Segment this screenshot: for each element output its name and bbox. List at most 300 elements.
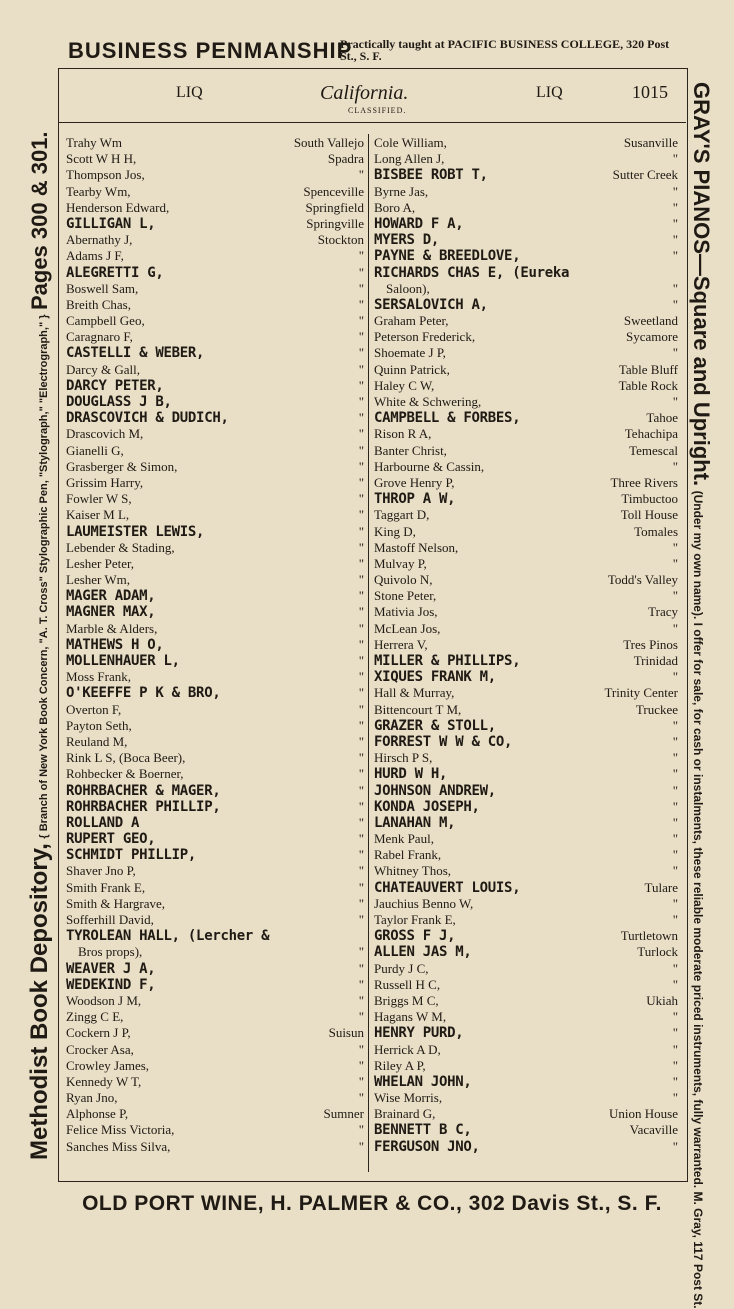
directory-entry — [66, 265, 364, 281]
directory-entry — [374, 1058, 678, 1074]
entry-name: MAGNER MAX, — [66, 604, 156, 621]
entry-place: " — [358, 313, 364, 329]
entry-name: Brainard G, — [374, 1106, 436, 1122]
directory-entry — [66, 1106, 364, 1122]
entry-name: HURD W H, — [374, 766, 448, 783]
entry-name: O'KEEFFE P K & BRO, — [66, 685, 221, 702]
directory-entry — [374, 345, 678, 361]
entry-name: Alphonse P, — [66, 1106, 129, 1122]
entry-name: Wise Morris, — [374, 1090, 443, 1106]
entry-place: " — [358, 782, 364, 798]
directory-entry — [374, 1009, 678, 1025]
entry-name: Crocker Asa, — [66, 1041, 134, 1057]
entry-name: Banter Christ, — [374, 442, 447, 458]
entry-name: TYROLEAN HALL, (Lercher & — [66, 928, 270, 945]
directory-entry — [374, 394, 678, 410]
entry-name: Stone Peter, — [374, 588, 437, 604]
entry-place: Temescal — [629, 442, 678, 458]
entry-place: " — [672, 669, 678, 685]
entry-name: Herrick A D, — [374, 1041, 441, 1057]
entry-place: " — [672, 458, 678, 474]
entry-place: Turtletown — [620, 928, 678, 944]
entry-place: Timbuctoo — [621, 491, 678, 507]
entry-name: FERGUSON JNO, — [374, 1138, 480, 1155]
directory-entry — [374, 783, 678, 799]
entry-name: Moss Frank, — [66, 669, 132, 685]
entry-name: Overton F, — [66, 701, 122, 717]
directory-entry — [374, 815, 678, 831]
entry-name: Shaver Jno P, — [66, 863, 136, 879]
entry-place: Sumner — [323, 1106, 364, 1122]
entry-name: HOWARD F A, — [374, 215, 464, 232]
page-number: 1015 — [632, 82, 668, 102]
entry-place: " — [672, 248, 678, 264]
entry-name: DOUGLASS J B, — [66, 394, 172, 410]
directory-entry — [374, 1106, 678, 1122]
entry-name: BISBEE ROBT T, — [374, 167, 488, 184]
entry-name: Smith & Hargrave, — [66, 895, 166, 911]
entry-place: " — [358, 523, 364, 539]
top-ad-title: BUSINESS PENMANSHIP — [68, 38, 353, 63]
entry-place: Tulare — [644, 879, 678, 895]
entry-place: Susanville — [623, 135, 678, 150]
entry-name: Zingg C E, — [66, 1009, 124, 1025]
entry-name: Haley C W, — [374, 377, 435, 393]
entry-name: Kaiser M L, — [66, 507, 130, 523]
entry-name: GILLIGAN L, — [66, 215, 156, 232]
directory-entry — [66, 831, 364, 847]
directory-entry — [374, 1090, 678, 1106]
entry-place: " — [672, 976, 678, 992]
directory-entry — [374, 863, 678, 879]
entry-place: " — [672, 782, 678, 798]
entry-place: Todd's Valley — [607, 572, 678, 588]
directory-entry — [66, 766, 364, 782]
entry-name: FORREST W W & CO, — [374, 733, 513, 750]
entry-place: Trinity Center — [604, 685, 678, 701]
directory-entry — [374, 329, 678, 345]
right-margin-note: (Under my own name). I offer for sale, for cash or instalments, these reliable moderate priced instruments, fully warranted. M. Gray, 117 Post St. — [691, 490, 705, 1309]
entry-place: " — [358, 653, 364, 668]
entry-place: " — [358, 410, 364, 426]
entry-place: " — [358, 394, 364, 409]
entry-place: " — [358, 798, 364, 814]
entry-name: DARCY PETER, — [66, 377, 164, 394]
entry-name: Rison R A, — [374, 426, 432, 442]
entry-place: " — [672, 1057, 678, 1073]
right-margin-title: GRAY'S PIANOS—Square and Upright. — [689, 82, 714, 487]
directory-entry — [374, 491, 678, 507]
entry-place: " — [358, 733, 364, 749]
directory-entry — [66, 604, 364, 620]
directory-entry — [66, 200, 364, 216]
entry-place: Toll House — [620, 507, 678, 523]
entry-place: " — [358, 555, 364, 571]
entry-name: Tearby Wm, — [66, 183, 131, 199]
entry-place: " — [358, 620, 364, 636]
entry-place: " — [358, 895, 364, 911]
entry-name: ROLLAND A — [66, 814, 140, 831]
entry-place: " — [672, 394, 678, 409]
directory-entry — [66, 637, 364, 653]
entry-place: " — [672, 280, 678, 296]
entry-name: Hall & Murray, — [374, 685, 455, 701]
entry-name: PAYNE & BREEDLOVE, — [374, 248, 521, 265]
entry-place: Suisun — [328, 1025, 364, 1041]
left-margin-note: { Branch of New York Book Concern, "A. T. Cross" Stylographic Pen, "Stylograph," "Electrograph," } — [38, 314, 50, 839]
directory-entry — [66, 961, 364, 977]
directory-entry — [374, 151, 678, 167]
entry-name: ALEGRETTI G, — [66, 264, 164, 281]
directory-entry — [374, 426, 678, 442]
entry-place: " — [358, 701, 364, 717]
entry-name: Mastoff Nelson, — [374, 539, 459, 555]
entry-place: " — [358, 361, 364, 377]
directory-entry — [374, 1122, 678, 1138]
entry-place: Table Rock — [618, 377, 678, 393]
entry-place: " — [672, 912, 678, 927]
directory-entry — [66, 556, 364, 572]
directory-entry — [66, 524, 364, 540]
entry-place: Spenceville — [303, 183, 364, 199]
entry-place: " — [358, 685, 364, 701]
directory-entry — [66, 718, 364, 734]
entry-place: " — [672, 151, 678, 167]
directory-entry — [374, 281, 678, 297]
entry-name: Lesher Peter, — [66, 555, 135, 571]
entry-place: " — [672, 345, 678, 361]
entry-place: " — [358, 474, 364, 490]
entry-place: " — [358, 458, 364, 474]
entry-place: " — [672, 1090, 678, 1106]
entry-place: " — [672, 620, 678, 636]
entry-name: Taylor Frank E, — [374, 912, 456, 927]
entry-name: XIQUES FRANK M, — [374, 669, 496, 686]
directory-entry — [374, 167, 678, 183]
directory-entry — [66, 783, 364, 799]
directory-entry — [66, 912, 364, 928]
entry-place: Sutter Creek — [612, 167, 678, 183]
entry-name: Peterson Frederick, — [374, 329, 476, 345]
entry-place: South Vallejo — [293, 135, 364, 150]
directory-entry — [66, 588, 364, 604]
entry-name: Harbourne & Cassin, — [374, 458, 485, 474]
entry-name: Menk Paul, — [374, 831, 434, 847]
directory-entry — [66, 847, 364, 863]
column-divider — [368, 134, 369, 1172]
entry-name: Boro A, — [374, 199, 416, 215]
entry-name: Ryan Jno, — [66, 1090, 118, 1106]
directory-entry — [374, 702, 678, 718]
entry-place: " — [672, 183, 678, 199]
header-divider — [58, 122, 686, 123]
entry-place: Spadra — [327, 151, 364, 167]
entry-name: Hagans W M, — [374, 1009, 447, 1025]
left-margin-pages: Pages 300 & 301. — [27, 131, 52, 311]
entry-place: " — [672, 588, 678, 604]
directory-entry — [66, 1025, 364, 1041]
entry-place: " — [358, 1090, 364, 1106]
entry-name: Rink L S, (Boca Beer), — [66, 750, 186, 766]
entry-place: Tres Pinos — [623, 636, 678, 652]
directory-entry — [374, 961, 678, 977]
entry-name: McLean Jos, — [374, 620, 441, 636]
directory-entry — [374, 540, 678, 556]
directory-entry — [66, 1042, 364, 1058]
entry-name: King D, — [374, 523, 416, 539]
entry-place: " — [358, 863, 364, 879]
entry-name: SCHMIDT PHILLIP, — [66, 847, 197, 864]
entry-name: Mativia Jos, — [374, 604, 438, 620]
directory-entry — [66, 459, 364, 475]
directory-entry — [66, 426, 364, 442]
entry-name: Marble & Alders, — [66, 620, 158, 636]
directory-entry — [374, 831, 678, 847]
entry-place: " — [358, 588, 364, 604]
entry-place: Vacaville — [629, 1122, 678, 1138]
directory-entry — [66, 977, 364, 993]
entry-name: Sanches Miss Silva, — [66, 1138, 171, 1154]
directory-entry — [66, 443, 364, 459]
directory-entry — [66, 815, 364, 831]
directory-entry — [374, 637, 678, 653]
directory-entry — [66, 1074, 364, 1090]
entry-place: " — [358, 831, 364, 847]
directory-entry — [374, 1025, 678, 1041]
entry-place: " — [672, 798, 678, 814]
entry-place: Three Rivers — [610, 474, 678, 490]
entry-place: " — [358, 539, 364, 555]
header-section-right: LIQ — [536, 84, 563, 101]
directory-entry — [66, 394, 364, 410]
directory-entry — [374, 556, 678, 572]
entry-place: " — [672, 232, 678, 248]
header-classified: CLASSIFIED. — [348, 106, 407, 115]
entry-name: Payton Seth, — [66, 717, 132, 733]
page-header — [58, 84, 686, 124]
entry-place: " — [358, 345, 364, 361]
entry-name: Long Allen J, — [374, 151, 445, 167]
entry-name: RUPERT GEO, — [66, 831, 156, 848]
entry-place: " — [672, 717, 678, 733]
entry-place: " — [672, 895, 678, 911]
entry-name: Riley A P, — [374, 1057, 426, 1073]
entry-name: Boswell Sam, — [66, 280, 139, 296]
directory-entry — [66, 1009, 364, 1025]
entry-place: " — [672, 847, 678, 863]
directory-entry — [66, 1090, 364, 1106]
entry-place: Sycamore — [626, 329, 678, 345]
entry-name: ROHRBACHER & MAGER, — [66, 782, 221, 799]
entry-place: " — [358, 248, 364, 264]
directory-entry — [66, 281, 364, 297]
entry-name: GRAZER & STOLL, — [374, 717, 496, 734]
entry-place: " — [358, 1073, 364, 1089]
directory-entry — [66, 1139, 364, 1155]
directory-entry — [374, 232, 678, 248]
entry-place: Ukiah — [646, 992, 678, 1008]
directory-entry — [66, 378, 364, 394]
entry-name: WEAVER J A, — [66, 960, 156, 977]
entry-place: " — [358, 960, 364, 976]
directory-entry — [374, 313, 678, 329]
entry-place: Truckee — [635, 701, 678, 717]
directory-entry — [66, 362, 364, 378]
entry-name: LAUMEISTER LEWIS, — [66, 523, 205, 540]
directory-entry — [66, 1058, 364, 1074]
entry-place: " — [358, 1009, 364, 1025]
directory-entry — [374, 572, 678, 588]
entry-name: Russell H C, — [374, 976, 441, 992]
entry-name: THROP A W, — [374, 491, 456, 508]
entry-name: CASTELLI & WEBER, — [66, 345, 205, 362]
entry-place: " — [358, 976, 364, 992]
entry-name: Lebender & Stading, — [66, 539, 175, 555]
directory-entry — [374, 669, 678, 685]
directory-entry — [374, 216, 678, 232]
directory-entry — [66, 1122, 364, 1138]
entry-name: Cole William, — [374, 135, 447, 150]
entry-name: Fowler W S, — [66, 491, 132, 507]
entry-name: Sofferhill David, — [66, 912, 154, 927]
directory-entry — [374, 928, 678, 944]
entry-name: Grissim Harry, — [66, 474, 144, 490]
directory-entry — [374, 378, 678, 394]
entry-name: MATHEWS H O, — [66, 636, 164, 653]
directory-entry — [66, 410, 364, 426]
directory-entry — [66, 248, 364, 264]
entry-place: Springville — [306, 215, 364, 231]
directory-entry — [66, 135, 364, 151]
entry-place: " — [358, 750, 364, 766]
directory-entry — [66, 653, 364, 669]
entry-place: " — [358, 1138, 364, 1154]
directory-entry — [374, 1042, 678, 1058]
left-directory-column — [66, 135, 364, 1155]
entry-place: " — [358, 572, 364, 588]
entry-place: " — [358, 507, 364, 523]
directory-entry — [374, 734, 678, 750]
entry-name: Cockern J P, — [66, 1025, 131, 1041]
directory-entry — [374, 507, 678, 523]
entry-place: Tomales — [634, 523, 678, 539]
directory-entry — [374, 459, 678, 475]
directory-entry — [66, 928, 364, 944]
directory-entry — [66, 491, 364, 507]
entry-place: " — [358, 847, 364, 863]
entry-place: " — [358, 636, 364, 652]
entry-place: " — [358, 604, 364, 620]
directory-entry — [374, 766, 678, 782]
entry-place: " — [358, 669, 364, 685]
entry-name: MILLER & PHILLIPS, — [374, 653, 521, 669]
entry-place: " — [358, 717, 364, 733]
entry-place: Tehachipa — [624, 426, 678, 442]
entry-name: Gianelli G, — [66, 442, 124, 458]
entry-place: " — [672, 215, 678, 231]
left-margin-title: Methodist Book Depository, — [26, 843, 53, 1160]
entry-place: " — [672, 1138, 678, 1154]
right-directory-column — [374, 135, 678, 1155]
entry-place: " — [358, 1057, 364, 1073]
directory-entry — [66, 944, 364, 960]
entry-place: " — [672, 814, 678, 830]
entry-name: Caragnaro F, — [66, 329, 133, 345]
directory-entry — [374, 475, 678, 491]
directory-entry — [66, 685, 364, 701]
entry-place: " — [358, 879, 364, 895]
entry-name: Taggart D, — [374, 507, 430, 523]
directory-entry — [374, 977, 678, 993]
entry-name: Scott W H H, — [66, 151, 137, 167]
entry-name: DRASCOVICH & DUDICH, — [66, 410, 229, 427]
entry-name: Briggs M C, — [374, 992, 439, 1008]
directory-entry — [66, 702, 364, 718]
directory-entry — [374, 184, 678, 200]
entry-name: Abernathy J, — [66, 232, 133, 248]
entry-name: Quinn Patrick, — [374, 361, 450, 377]
entry-name: Whitney Thos, — [374, 863, 452, 879]
entry-place: Turlock — [637, 944, 678, 960]
entry-place: Trinidad — [633, 653, 678, 668]
bottom-advertisement: OLD PORT WINE, H. PALMER & CO., 302 Davis St., S. F. — [82, 1192, 662, 1215]
directory-entry — [374, 799, 678, 815]
directory-entry — [374, 621, 678, 637]
top-ad-tagline: Practically taught at PACIFIC BUSINESS COLLEGE, 320 Post St., S. F. — [340, 37, 670, 63]
entry-name: Campbell Geo, — [66, 313, 145, 329]
directory-entry — [374, 248, 678, 264]
entry-place: Tahoe — [646, 410, 678, 426]
header-section-left: LIQ — [176, 84, 203, 101]
entry-name: CAMPBELL & FORBES, — [374, 410, 521, 427]
entry-place: " — [672, 1025, 678, 1041]
directory-entry — [374, 410, 678, 426]
directory-entry — [374, 1074, 678, 1090]
entry-name: WEDEKIND F, — [66, 976, 156, 993]
directory-entry — [374, 847, 678, 863]
directory-entry — [66, 734, 364, 750]
entry-place: " — [672, 199, 678, 215]
entry-place: " — [672, 766, 678, 782]
entry-place: " — [358, 944, 364, 960]
entry-place: " — [358, 766, 364, 782]
entry-name: Drascovich M, — [66, 426, 144, 442]
entry-name: Purdy J C, — [374, 960, 429, 976]
entry-name: Mulvay P, — [374, 555, 427, 571]
entry-place: " — [672, 1073, 678, 1089]
directory-entry — [66, 621, 364, 637]
entry-name: Grove Henry P, — [374, 474, 455, 490]
entry-place: Table Bluff — [618, 361, 678, 377]
directory-entry — [66, 669, 364, 685]
directory-entry — [66, 799, 364, 815]
entry-name: MAGER ADAM, — [66, 588, 156, 605]
entry-name: Rohbecker & Boerner, — [66, 766, 184, 782]
entry-place: " — [672, 733, 678, 749]
entry-name: BENNETT B C, — [374, 1122, 472, 1139]
directory-entry — [374, 265, 678, 281]
entry-name: JOHNSON ANDREW, — [374, 782, 496, 799]
directory-entry — [374, 912, 678, 928]
directory-entry — [374, 750, 678, 766]
directory-entry — [374, 135, 678, 151]
entry-name: Herrera V, — [374, 636, 428, 652]
entry-name: Grasberger & Simon, — [66, 458, 178, 474]
entry-name: Bros props), — [78, 944, 143, 960]
entry-place: " — [672, 539, 678, 555]
entry-place: Union House — [609, 1106, 678, 1122]
entry-place: Springfield — [305, 199, 364, 215]
